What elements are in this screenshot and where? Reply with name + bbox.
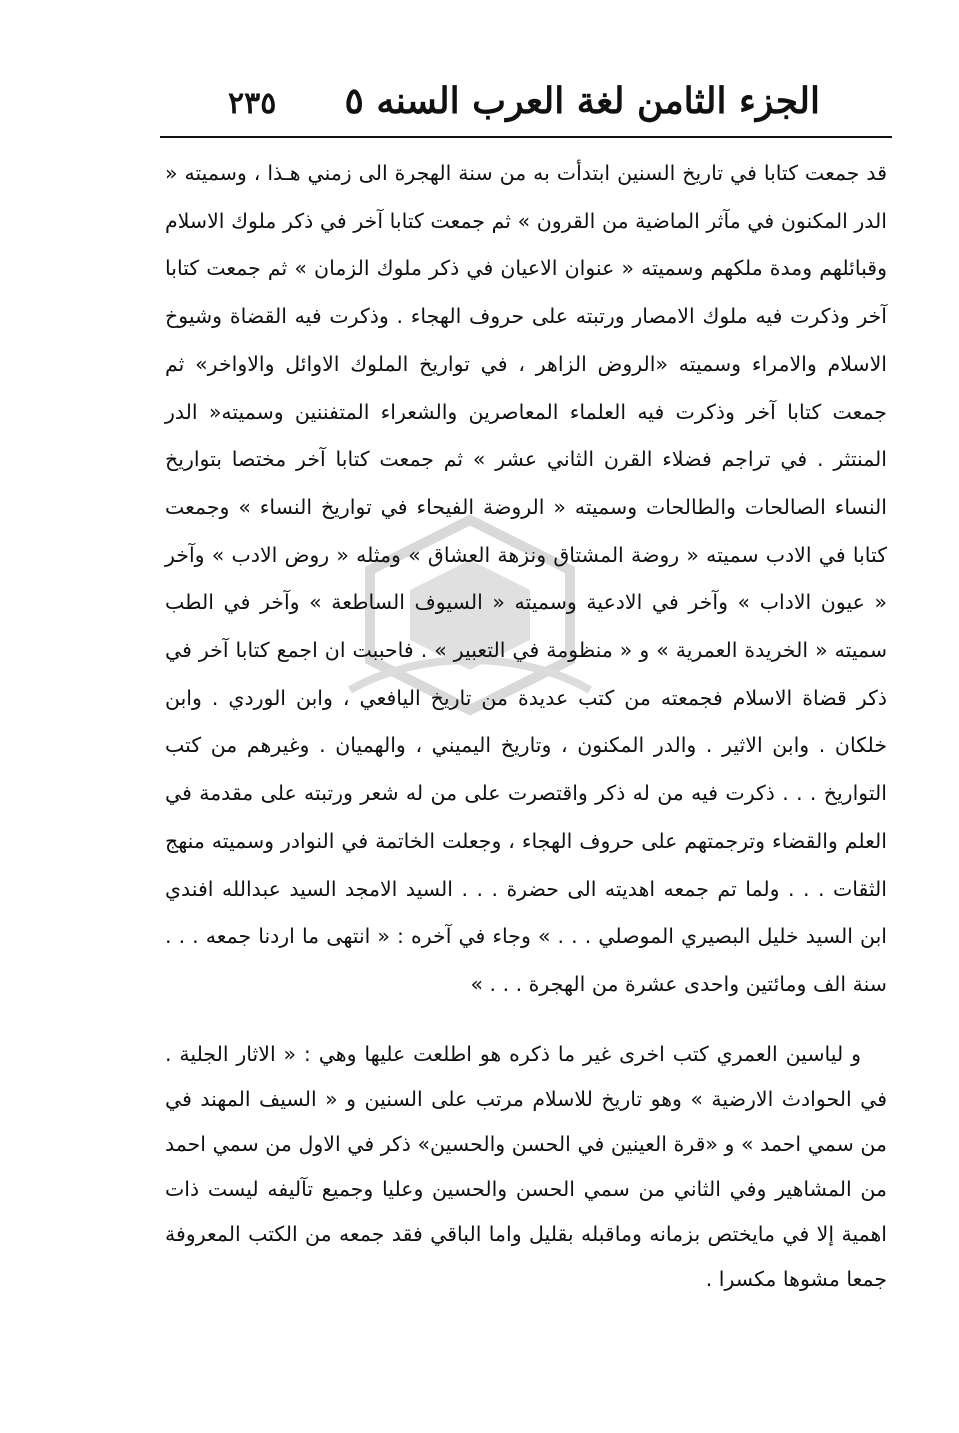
page-header — [200, 66, 820, 126]
header-rule — [160, 136, 892, 138]
main-paragraph — [165, 150, 887, 1009]
running-title: الجزء الثامن لغة العرب السنه ٥ — [344, 80, 820, 122]
second-paragraph — [165, 1032, 887, 1302]
paragraph-2: و لياسين العمري كتب اخرى غير ما ذكره هو اطلعت عليها وهي : « الاثار الجلية . في الحوادث الارضية » وهو تاريخ للاسلام مرتب على السنين و « السيف المهند في من سمي احمد » و «قرة العينين في الحسن والحسين» ذكر في الاول من سمي احمد من المشاهير وفي الثاني من سمي الحسن والحسين وعليا وجميع تآليفه ليست ذات اهمية إلا في مايختص بزمانه وماقبله بقليل واما الباقي فقد جمعه من الكتب المعروفة جمعا مشوها مكسرا . — [165, 1042, 887, 1291]
page-number: ٢٣٥ — [228, 86, 277, 121]
paragraph-1: قد جمعت كتابا في تاريخ السنين ابتدأت به من سنة الهجرة الى زمني هـذا ، وسميته « الدر المكنون في مآثر الماضية من القرون » ثم جمعت كتابا آخر في ذكر ملوك الاسلام وقبائلهم ومدة ملكهم وسميته « عنوان الاعيان في ذكر ملوك الزمان » ثم جمعت كتابا آخر وذكرت فيه ملوك الامصار ورتبته على حروف الهجاء . وذكرت فيه القضاة وشيوخ الاسلام والامراء وسميته «الروض الزاهر ، في تواريخ الملوك الاوائل والاواخر» ثم جمعت كتابا آخر وذكرت فيه العلماء المعاصرين والشعراء المتفننين وسميته« الدر المنتثر . في تراجم فضلاء القرن الثاني عشر » ثم جمعت كتابا آخر مختصا بتواريخ النساء الصالحات والطالحات وسميته « الروضة الفيحاء في تواريخ النساء » وجمعت كتابا في الادب سميته « روضة المشتاق ونزهة العشاق » ومثله « روض الادب » وآخر « عيون الاداب » وآخر في الادعية وسميته « السيوف الساطعة » وآخر في الطب سميته « الخريدة العمرية » و « منظومة في التعبير » . فاحببت ان اجمع كتابا آخر في ذكر قضاة الاسلام فجمعته من كتب عديدة من تاريخ اليافعي ، وابن الوردي . وابن خلكان . وابن الاثير . والدر المكنون ، وتاريخ اليميني ، والهميان . وغيرهم من كتب التواريخ . . . ذكرت فيه من له ذكر واقتصرت على من له شعر ورتبته على مقدمة في العلم والقضاء وترجمتهم على حروف الهجاء ، وجعلت الخاتمة في النوادر وسميته منهج الثقات . . . ولما تم جمعه اهديته الى حضرة . . . السيد الامجد السيد عبدالله افندي ابن السيد خليل البصيري الموصلي . . . » وجاء في آخره : « انتهى ما اردنا جمعه . . . سنة الف ومائتين واحدى عشرة من الهجرة . . . » — [165, 161, 887, 996]
